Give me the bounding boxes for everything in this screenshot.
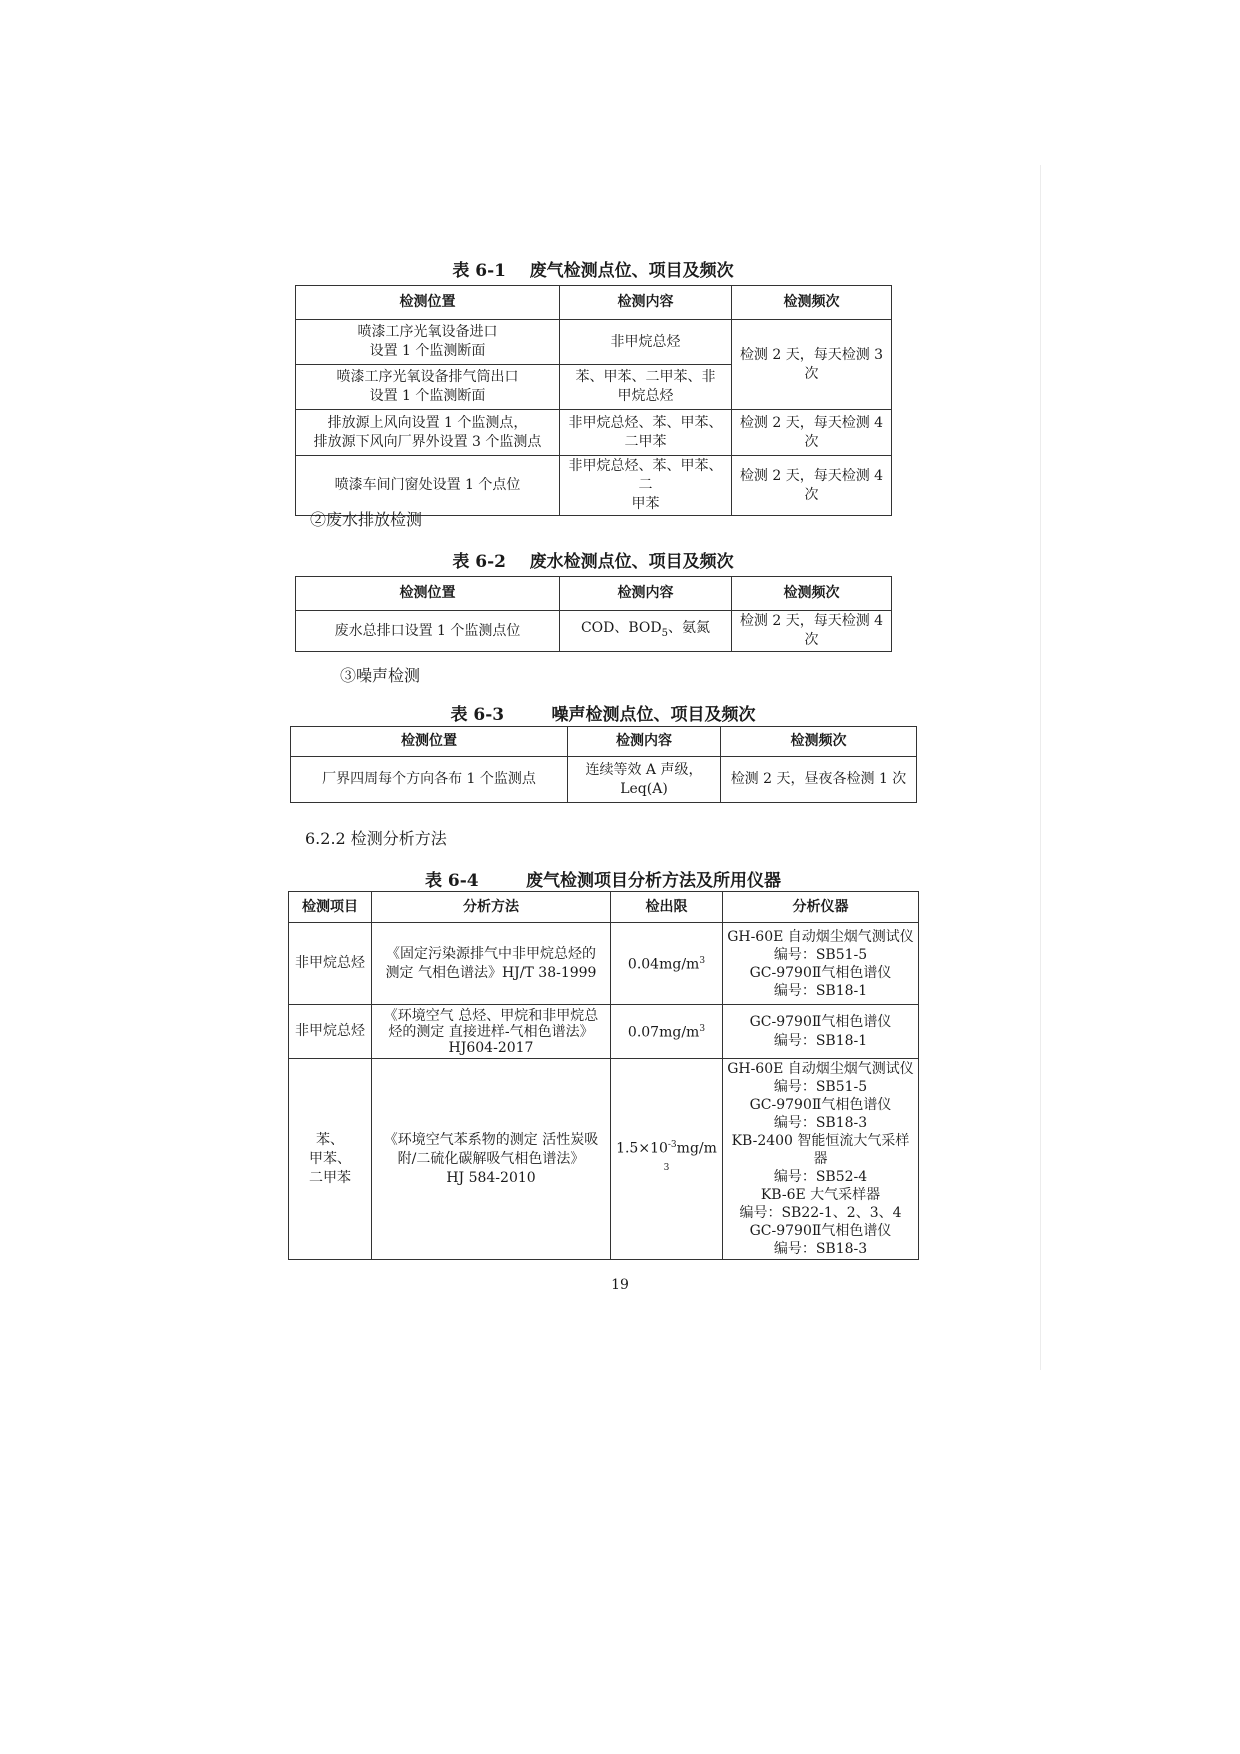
- section-method-heading: 6.2.2 检测分析方法: [305, 829, 447, 848]
- t1-row4-frequency: 检测 2 天，每天检测 4 次: [732, 456, 892, 516]
- t4-row3-limit-tail: mg/m: [676, 1141, 717, 1157]
- t2-content-sub: 5: [661, 627, 669, 639]
- t2-header-location: 检测位置: [296, 577, 560, 611]
- t4-row3-instrument: GH-60E 自动烟尘烟气测试仪 编号：SB51-5 GC-9790Ⅱ气相色谱仪 编号：SB18-3 KB-2400 智能恒流大气采样器 编号：SB52-4 KB-6E 大气采样器 编号：SB22-1、2、3、4 GC-9790Ⅱ气相色谱仪 编号：SB18-3: [723, 1059, 919, 1260]
- t1-row3-content: 非甲烷总烃、苯、甲苯、 二甲苯: [560, 410, 732, 456]
- table-6-2-caption: 表 6-2 废水检测点位、项目及频次: [452, 552, 734, 572]
- scan-edge-line: [1040, 165, 1041, 1370]
- t4-header-item: 检测项目: [289, 892, 372, 923]
- t4-row1-limit-base: 0.04mg/m: [627, 956, 700, 973]
- t1-row3-location: 排放源上风向设置 1 个监测点， 排放源下风向厂界外设置 3 个监测点: [296, 410, 560, 456]
- t4-row2-limit-base: 0.07mg/m: [627, 1024, 700, 1041]
- t4-row3-limit-sup: -3: [667, 1140, 677, 1151]
- t2-content-prefix: COD、BOD: [580, 620, 662, 637]
- t4-row2-limit: [611, 1005, 723, 1059]
- t2-content-suffix: 、氨氮: [668, 620, 711, 637]
- t1-header-frequency: 检测频次: [732, 286, 892, 320]
- table-6-3: [290, 726, 916, 803]
- t4-row1-limit: [611, 923, 723, 1005]
- table-6-4: [288, 891, 918, 1260]
- t1-row1-content: 非甲烷总烃: [560, 320, 732, 365]
- t4-row2-method: 《环境空气 总烃、甲烷和非甲烷总 烃的测定 直接进样-气相色谱法》 HJ604-2017: [372, 1005, 611, 1059]
- t4-row3-limit: [611, 1059, 723, 1260]
- t1-row4-content: 非甲烷总烃、苯、甲苯、二 甲苯: [560, 456, 732, 516]
- t4-row3-item: 苯、 甲苯、 二甲苯: [289, 1059, 372, 1260]
- t4-header-instrument: 分析仪器: [723, 892, 919, 923]
- t4-row2-instrument: GC-9790Ⅱ气相色谱仪 编号：SB18-1: [723, 1005, 919, 1059]
- t3-row-location: 厂界四周每个方向各布 1 个监测点: [291, 757, 568, 803]
- t1-row4-location: 喷漆车间门窗处设置 1 个点位: [296, 456, 560, 516]
- t4-row1-limit-sup: 3: [699, 956, 706, 967]
- t1-header-location: 检测位置: [296, 286, 560, 320]
- section-wastewater-heading: ②废水排放检测: [310, 510, 423, 529]
- section-noise-heading: ③噪声检测: [340, 666, 421, 685]
- t3-header-frequency: 检测频次: [721, 727, 917, 757]
- t4-header-limit: 检出限: [611, 892, 723, 923]
- t4-row3-limit-sup2: 3: [663, 1163, 670, 1173]
- t1-row2-location: 喷漆工序光氧设备排气筒出口 设置 1 个监测断面: [296, 365, 560, 410]
- table-6-2: [295, 576, 891, 652]
- t1-row3-frequency: 检测 2 天，每天检测 4 次: [732, 410, 892, 456]
- t3-row-frequency: 检测 2 天，昼夜各检测 1 次: [721, 757, 917, 803]
- t1-row2-content: 苯、甲苯、二甲苯、非 甲烷总烃: [560, 365, 732, 410]
- t4-row1-method: 《固定污染源排气中非甲烷总烃的 测定 气相色谱法》HJ/T 38-1999: [372, 923, 611, 1005]
- t3-header-content: 检测内容: [568, 727, 721, 757]
- t3-header-location: 检测位置: [291, 727, 568, 757]
- t2-row-frequency: 检测 2 天，每天检测 4 次: [732, 611, 892, 652]
- t4-row2-item: 非甲烷总烃: [289, 1005, 372, 1059]
- t4-row1-instrument: GH-60E 自动烟尘烟气测试仪 编号：SB51-5 GC-9790Ⅱ气相色谱仪 编号：SB18-1: [723, 923, 919, 1005]
- t2-header-content: 检测内容: [560, 577, 732, 611]
- t2-row-content: [560, 611, 732, 652]
- t1-row1-location: 喷漆工序光氧设备进口 设置 1 个监测断面: [296, 320, 560, 365]
- t4-row3-method: 《环境空气苯系物的测定 活性炭吸 附/二硫化碳解吸气相色谱法》 HJ 584-2010: [372, 1059, 611, 1260]
- t1-header-content: 检测内容: [560, 286, 732, 320]
- t4-row3-limit-base: 1.5×10: [616, 1141, 668, 1157]
- table-6-3-caption: 表 6-3 噪声检测点位、项目及频次: [450, 705, 756, 725]
- t3-row-content: 连续等效 A 声级， Leq(A): [568, 757, 721, 803]
- t4-header-method: 分析方法: [372, 892, 611, 923]
- table-6-4-caption: 表 6-4 废气检测项目分析方法及所用仪器: [425, 871, 781, 891]
- t2-row-location: 废水总排口设置 1 个监测点位: [296, 611, 560, 652]
- t1-row1-frequency: 检测 2 天，每天检测 3 次: [732, 320, 892, 410]
- page-number: 19: [611, 1277, 629, 1293]
- t4-row1-item: 非甲烷总烃: [289, 923, 372, 1005]
- table-6-1-caption: 表 6-1 废气检测点位、项目及频次: [452, 261, 734, 281]
- table-6-1: [295, 285, 891, 516]
- t4-row2-limit-sup: 3: [699, 1024, 706, 1035]
- t2-header-frequency: 检测频次: [732, 577, 892, 611]
